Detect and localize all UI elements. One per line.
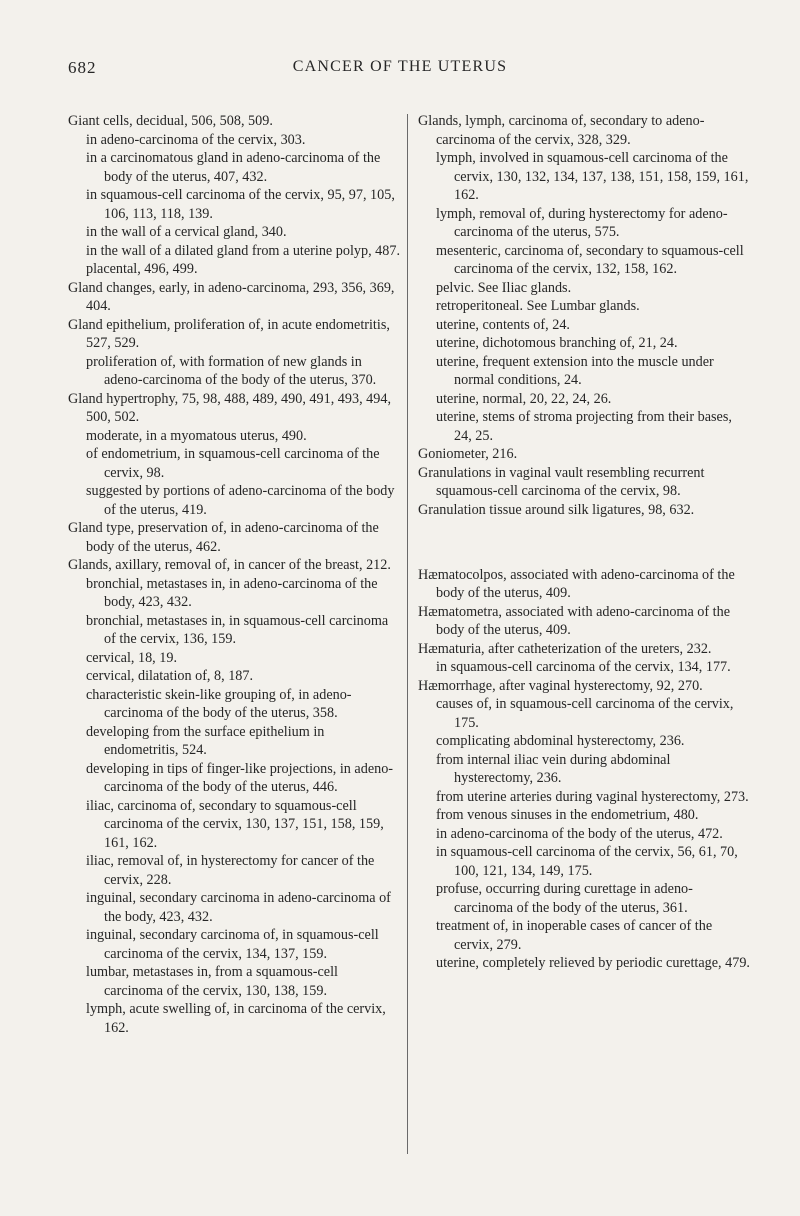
index-entry-sub: in squamous-cell carcinoma of the cervix, 56, 61, 70, 100, 121, 134, 149, 175.: [436, 844, 738, 879]
index-entry-sub: iliac, removal of, in hysterectomy for cancer of the cervix, 228.: [86, 853, 375, 888]
index-entry-sub: causes of, in squamous-cell carcinoma of the cervix, 175.: [436, 696, 734, 731]
index-entry-sub: pelvic. See Iliac glands.: [436, 279, 572, 296]
index-entry-main: Granulations in vaginal vault resembling recurrent squamous-cell carcinoma of the cervix, 98.: [418, 464, 705, 499]
page-number: 682: [68, 58, 97, 77]
index-entry-sub: from internal iliac vein during abdominal hysterectomy, 236.: [436, 751, 671, 787]
index-entry-main: Gland changes, early, in adeno-carcinoma, 293, 356, 369, 404.: [68, 279, 395, 314]
index-entry-sub: suggested by portions of adeno-carcinoma of the body of the uterus, 419.: [86, 483, 395, 518]
index-entry-sub: proliferation of, with formation of new glands in adeno-carcinoma of the body of the uterus, 370.: [86, 353, 377, 388]
running-head: CANCER OF THE UTERUS: [292, 58, 508, 75]
index-entry-sub: treatment of, in inoperable cases of cancer of the cervix, 279.: [436, 918, 713, 953]
index-entry-main: Hæmatocolpos, associated with adeno-carcinoma of the body of the uterus, 409.: [418, 566, 735, 602]
index-entry-main: Gland epithelium, proliferation of, in acute endometritis, 527, 529.: [68, 316, 390, 351]
index-entry-sub: in adeno-carcinoma of the cervix, 303.: [86, 131, 306, 148]
index-entry-sub: from uterine arteries during vaginal hysterectomy, 273.: [436, 788, 749, 805]
index-entry-sub: of endometrium, in squamous-cell carcinoma of the cervix, 98.: [86, 446, 380, 481]
index-entry-sub: in the wall of a dilated gland from a uterine polyp, 487.: [86, 242, 401, 259]
index-column-left: [68, 112, 400, 1037]
index-entry-sub: inguinal, secondary carcinoma of, in squamous-cell carcinoma of the cervix, 134, 137, 159.: [86, 927, 379, 962]
index-entry-sub: inguinal, secondary carcinoma in adeno-carcinoma of the body, 423, 432.: [86, 890, 391, 925]
index-entry-sub: uterine, frequent extension into the muscle under normal conditions, 24.: [436, 353, 714, 388]
index-entry-sub: lymph, involved in squamous-cell carcinoma of the cervix, 130, 132, 134, 137, 138, 151, 158, 159, 161, 162.: [436, 150, 749, 203]
index-entry-main: Gland type, preservation of, in adeno-carcinoma of the body of the uterus, 462.: [68, 520, 379, 555]
index-entry-sub: uterine, normal, 20, 22, 24, 26.: [436, 390, 612, 407]
index-entry-sub: characteristic skein-like grouping of, in adeno-carcinoma of the body of the uterus, 358.: [86, 686, 352, 721]
index-entry-sub: lumbar, metastases in, from a squamous-cell carcinoma of the cervix, 130, 138, 159.: [86, 964, 338, 999]
index-entry-sub: cervical, 18, 19.: [86, 649, 177, 666]
index-entry-main: Gland hypertrophy, 75, 98, 488, 489, 490, 491, 493, 494, 500, 502.: [68, 390, 392, 425]
index-entry-sub: uterine, stems of stroma projecting from their bases, 24, 25.: [436, 409, 732, 444]
index-entry-sub: developing from the surface epithelium in endometritis, 524.: [86, 723, 325, 758]
index-entry-sub: uterine, completely relieved by periodic curettage, 479.: [436, 955, 750, 972]
index-entry-main: Glands, lymph, carcinoma of, secondary to adeno-carcinoma of the cervix, 328, 329.: [418, 113, 705, 148]
index-entry-sub: moderate, in a myomatous uterus, 490.: [86, 427, 307, 444]
index-entry-sub: complicating abdominal hysterectomy, 236.: [436, 733, 685, 750]
index-entry-main: Hæmatometra, associated with adeno-carcinoma of the body of the uterus, 409.: [418, 603, 731, 639]
index-gap: [418, 533, 750, 552]
index-entry-main: Hæmorrhage, after vaginal hysterectomy, 92, 270.: [418, 677, 703, 694]
index-entry-sub: bronchial, metastases in, in adeno-carcinoma of the body, 423, 432.: [86, 575, 378, 610]
index-entry-sub: lymph, acute swelling of, in carcinoma of the cervix, 162.: [86, 1001, 386, 1036]
index-entry-sub: in squamous-cell carcinoma of the cervix, 134, 177.: [436, 659, 731, 676]
index-entry-sub: mesenteric, carcinoma of, secondary to squamous-cell carcinoma of the cervix, 132, 158, 162.: [436, 242, 744, 277]
index-entry-sub: placental, 496, 499.: [86, 261, 198, 277]
index-entry-main: Giant cells, decidual, 506, 508, 509.: [68, 113, 273, 129]
index-entry-sub: in a carcinomatous gland in adeno-carcinoma of the body of the uterus, 407, 432.: [86, 150, 381, 185]
index-entry-sub: cervical, dilatation of, 8, 187.: [86, 668, 254, 684]
index-entry-sub: developing in tips of finger-like projections, in adeno-carcinoma of the body of the uterus, 446.: [86, 760, 394, 795]
index-entry-main: Glands, axillary, removal of, in cancer of the breast, 212.: [68, 557, 391, 573]
index-entry-sub: bronchial, metastases in, in squamous-cell carcinoma of the cervix, 136, 159.: [86, 612, 389, 647]
index-entry-sub: retroperitoneal. See Lumbar glands.: [436, 298, 640, 314]
index-entry-sub: in the wall of a cervical gland, 340.: [86, 224, 287, 240]
page-header: [68, 58, 732, 82]
index-entry-main: Granulation tissue around silk ligatures, 98, 632.: [418, 501, 695, 518]
index-entry-sub: uterine, dichotomous branching of, 21, 24.: [436, 335, 678, 351]
column-divider: [407, 114, 408, 1154]
index-entry-main: Hæmaturia, after catheterization of the ureters, 232.: [418, 640, 712, 657]
index-entry-sub: in adeno-carcinoma of the body of the uterus, 472.: [436, 825, 723, 842]
index-entry-sub: profuse, occurring during curettage in adeno-carcinoma of the body of the uterus, 361.: [436, 881, 693, 916]
index-entry-sub: iliac, carcinoma of, secondary to squamous-cell carcinoma of the cervix, 130, 137, 151, 158, 159, 161, 162.: [86, 797, 384, 851]
index-entry-sub: lymph, removal of, during hysterectomy for adeno-carcinoma of the uterus, 575.: [436, 205, 728, 240]
index-entry-sub: from venous sinuses in the endometrium, 480.: [436, 807, 699, 824]
index-entry-main: Goniometer, 216.: [418, 446, 518, 462]
index-entry-sub: in squamous-cell carcinoma of the cervix, 95, 97, 105, 106, 113, 118, 139.: [86, 187, 395, 222]
index-column-right: [418, 112, 750, 973]
index-entry-sub: uterine, contents of, 24.: [436, 316, 570, 333]
